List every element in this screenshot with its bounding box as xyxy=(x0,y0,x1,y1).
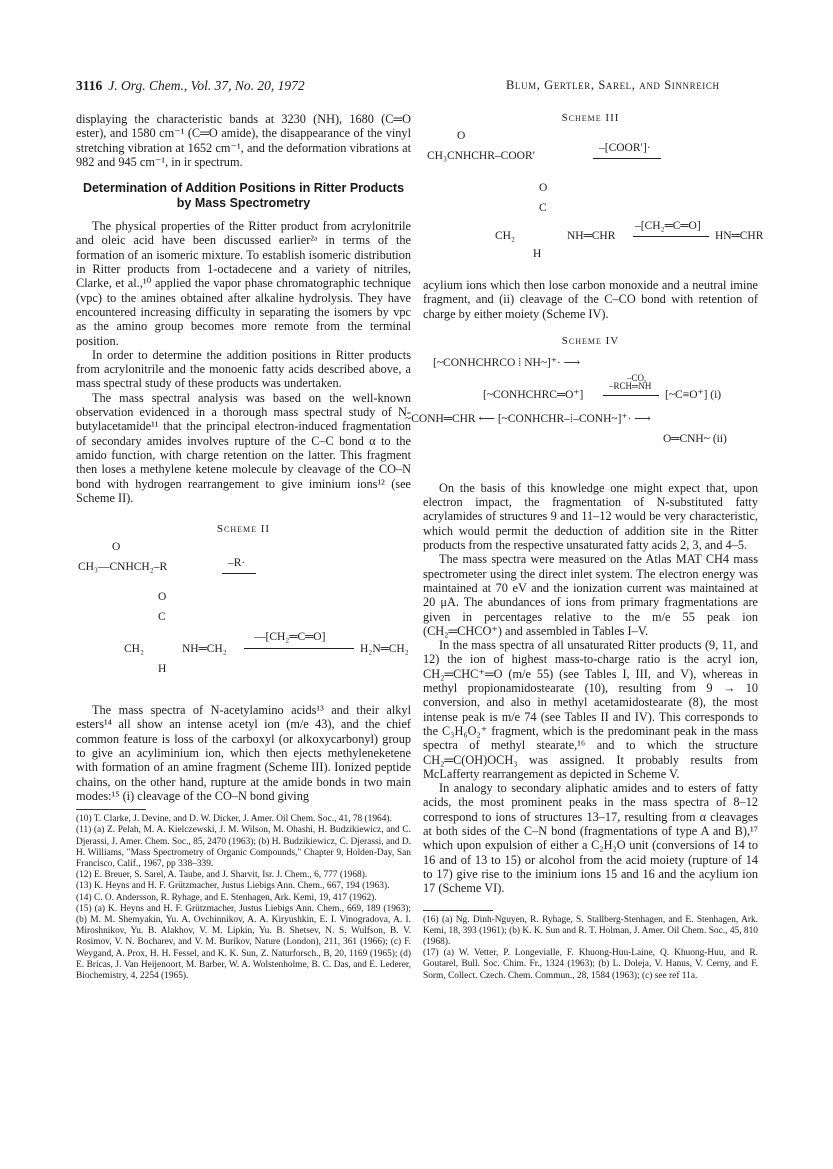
footnote-13: (13) K. Heyns and H. F. Grützmacher, Justus Liebigs Ann. Chem., 667, 194 (1963). xyxy=(76,881,390,892)
scheme3-product: HN═CHR xyxy=(715,230,764,242)
scheme-2 xyxy=(76,539,411,689)
scheme4-loss-co: –CO, xyxy=(627,372,647,383)
paragraph-3: The mass spectral analysis was based on the well-known observation evidenced in a thorough mass spectral study of N-butylacetamide¹¹ that the principal electron-induced fragmentation of secondary amides involves rupture of the C–C bond α to the amido function, with charge retention on the latter. This fragment then loses a methylene ketene molecule by cleavage of the CO–N bond with hydrogen rearrangement to give iminium ions¹² (see Scheme II). xyxy=(76,390,411,505)
footnote-11: (11) (a) Z. Pelah, M. A. Kielczewski, J. M. Wilson, M. Ohashi, H. Budzikiewicz, and C. Djerassi, J. Amer. Chem. Soc., 85, 2470 (1963); (b) H. Budzikiewicz, C. Djerassi, and D. H. Williams, "Mass Spectrometry of Organic Compounds," Chapter 9, Holden-Day, San Francisco, Calif., 1967, pp 338–339. xyxy=(76,825,411,870)
scheme2-loss-r: –R· xyxy=(228,557,246,570)
scheme-3-title: Scheme III xyxy=(561,112,620,124)
scheme4-product-i: [~C≡O⁺] (i) xyxy=(665,388,722,401)
scheme3-o-top: O xyxy=(457,130,466,142)
footnote-17: (17) (a) W. Vetter, P. Longevialle, F. Khuong-Huu-Laine, Q. Khuong-Huu, and R. Goutarel, Bull. Soc. Chim. Fr., 1324 (1963); (b) L. Doleja, V. Hanus, V. Cerny, and F. Sorm, Collect. Czech. Chem. Commun., 28, 1584 (1963); (c) see ref 11a. xyxy=(423,948,758,981)
paragraph-4: The mass spectra of N-acetylamino acids¹³ and their alkyl esters¹⁴ all show an intense acetyl ion (m/e 43), and the chief common feature is loss of the carboxyl (or alkoxycarbonyl) group to give an acyliminium ion, which then ejects methyleneketene with formation of an amine fragment (Scheme III). Ionized peptide chains, on the other hand, rupture at the amide bonds in two main modes:¹⁵ (i) cleavage of the CO–N bond giving xyxy=(76,703,411,803)
scheme2-arrow-1 xyxy=(222,573,256,574)
scheme2-h: H xyxy=(158,663,167,676)
right-column xyxy=(405,112,764,982)
paragraph-1: The physical properties of the Ritter product from acrylonitrile and oleic acid have been discussed earlier²ᵃ in terms of the formation of an isomeric mixture. To establish isomeric distribution in Ritter products from 1-octadecene and a variety of nitriles, Clarke, et al.,¹⁰ applied the vapor phase chromatographic technique (vpc) to the amines obtained after alkaline hydrolysis. They have encountered increasing difficulty in separating the isomers by vpc as the amino group becomes more remote from the terminal position. xyxy=(76,219,411,348)
scheme3-loss-ester: –[COOR′]· xyxy=(599,142,651,154)
paragraph-5: acylium ions which then lose carbon monoxide and a neutral imine fragment, and (ii) cleavage of the C–CO bond with retention of charge by either moiety (Scheme IV). xyxy=(423,278,758,321)
scheme-4-title: Scheme IV xyxy=(561,334,620,347)
scheme2-product: H₂N═CH₂ xyxy=(360,643,409,656)
scheme3-h: H xyxy=(533,248,542,260)
footnote-10: (10) T. Clarke, J. Devine, and D. W. Dicker, J. Amer. Oil Chem. Soc., 41, 78 (1964). xyxy=(76,814,392,825)
paragraph-6: On the basis of this knowledge one might expect that, upon electron impact, the fragmentation of N-substituted fatty acrylamides of structures 9 and 11–12 would be very characteristic, which would permit the deduction of addition site in the Ritter products from the respective unsaturated fatty acids 2, 3, and 4–5. xyxy=(423,480,758,553)
scheme2-loss-ketene: —[CH₂═C═O] xyxy=(254,631,326,644)
scheme4-acylium: [~CONHCHRC═O⁺] xyxy=(483,388,584,401)
section-title: Determination of Addition Positions in Ritter Products by Mass Spectrometry xyxy=(82,181,405,211)
scheme3-arrow-2 xyxy=(633,236,709,237)
header-authors: Blum, Gertler, Sarel, and Sinnreich xyxy=(506,78,720,92)
footnote-rule xyxy=(76,809,146,810)
scheme3-arrow-1 xyxy=(593,158,661,159)
scheme2-o-top: O xyxy=(112,541,121,554)
scheme4-arrow xyxy=(603,395,659,396)
scheme2-c: C xyxy=(158,611,166,624)
scheme3-iminium: NH═CHR xyxy=(567,230,616,242)
scheme4-loss-imine: –RCH═NH xyxy=(609,380,652,391)
scheme3-loss-ketene: –[CH₂═C═O] xyxy=(635,220,701,232)
scheme3-ch2: CH₂ xyxy=(495,230,515,242)
scheme2-iminium: NH═CH₂ xyxy=(182,643,227,656)
scheme3-c: C xyxy=(539,202,547,214)
scheme4-product-ii: O═CNH~ (ii) xyxy=(663,432,727,445)
page-number: 3116 xyxy=(76,78,103,93)
scheme4-line-1: [~CONHCHRCO ⁞ NH~]⁺· ⟶ xyxy=(433,356,581,369)
scheme-3 xyxy=(423,128,764,260)
scheme2-reactant: CH₃—CNHCH₂–R xyxy=(78,561,168,574)
scheme2-ch2: CH₂ xyxy=(124,643,144,656)
footnote-12: (12) E. Breuer, S. Sarel, A. Taube, and J. Sharvit, Isr. J. Chem., 6, 777 (1968). xyxy=(76,870,368,881)
footnote-rule-right xyxy=(423,910,493,911)
header-left xyxy=(76,78,305,94)
scheme3-reactant: CH₃CNHCHR–COOR′ xyxy=(427,150,536,162)
left-column xyxy=(76,112,411,982)
footnote-16: (16) (a) Ng. Dinh-Nguyen, R. Ryhage, S. Stallberg-Stenhagen, and E. Stenhagen, Ark. Kemi, 18, 393 (1961); (b) K. K. Sun and R. T. Holman, J. Amer. Oil Chem. Soc., 45, 810 (1968). xyxy=(423,914,758,947)
scheme-2-title: Scheme II xyxy=(216,523,271,536)
page-header xyxy=(0,78,833,100)
footnote-14: (14) C. O. Andersson, R. Ryhage, and E. Stenhagen, Ark. Kemi, 19, 417 (1962). xyxy=(76,892,377,903)
scheme3-o-2: O xyxy=(539,182,548,194)
scheme-4 xyxy=(405,351,758,451)
scheme4-line-2: ~CONH═CHR ⟵ [~CONHCHR–⁞–CONH~]⁺· ⟶ xyxy=(405,412,651,425)
footnote-15: (15) (a) K. Heyns and H. F. Grützmacher, Justus Liebigs Ann. Chem., 669, 189 (1963); (b) M. M. Shemyakin, Yu. A. Ovchinnikov, A. A. Kiryushkin, E. I. Vinogradova, A. I. Miroshnikov, Yu. B. Alakhov, V. M. Lipkin, Yu. B. Shetsev, N. S. Wulfson, B. V. Rosimov, V. N. Bocharev, and V. M. Burikov, Nature (London), 211, 361 (1966); (c) F. Weygand, A. Prox, H. H. Fessel, and K. K. Sun, Z. Naturforsch., B, 20, 1169 (1965); (d) E. Bricas, J. Van Heijenoort, M. Barber, W. A. Wolstenholme, B. C. Das, and E. Lederer, Biochemistry, 4, 2254 (1965). xyxy=(76,903,411,982)
paragraph-2: In order to determine the addition positions in Ritter products from acrylonitrile and the monoenic fatty acids described above, a mass spectral study of these products was undertaken. xyxy=(76,347,411,391)
scheme2-o-2: O xyxy=(158,591,167,604)
intro-paragraph: displaying the characteristic bands at 3230 (NH), 1680 (C═O ester), and 1580 cm⁻¹ (C═O amide), the disappearance of the vinyl stretching vibration at 1652 cm⁻¹, and the deformation vibrations at 982 and 945 cm⁻¹, in ir spectrum. xyxy=(76,112,411,169)
journal-citation: J. Org. Chem., Vol. 37, No. 20, 1972 xyxy=(108,78,305,93)
paragraph-8: In the mass spectra of all unsaturated Ritter products (9, 11, and 12) the ion of highest mass-to-charge ratio is the acryl ion, CH₂═CHC⁺═O (m/e 55) (see Tables I, III, and V), whereas in methyl propionamidostearate (10), resulting from 9 → 10 conversion, and also in methyl acetamidostearate (8), the most intense peak is m/e 74 (see Tables II and IV). This corresponds to the C₃H₆O₂⁺ fragment, which is the predominant peak in the mass spectra of methyl stearate,¹⁶ and to which the structure CH₂═C(OH)OCH₃ was assigned. It probably results from McLafferty rearrangement as depicted in Scheme V. xyxy=(423,638,758,781)
scheme2-arrow-2 xyxy=(244,648,354,649)
paragraph-9: In analogy to secondary aliphatic amides and to esters of fatty acids, the most prominent peaks in the mass spectra of 8–12 correspond to ions of structures 13–17, resulting from α cleavages at both sides of the C–N bond (fragmentations of type A and B),¹⁷ which upon expulsion of either a C₂H₂O unit (conversions of 14 to 16 and of 13 to 15) or alcohol from the acid moiety (rupture of 14 to 17) give rise to the iminium ions 15 and 16 and the acylium ion 17 (Scheme VI). xyxy=(423,781,758,896)
paragraph-7: The mass spectra were measured on the Atlas MAT CH4 mass spectrometer using the direct inlet system. The electron energy was maintained at 70 eV and the ionization current was maintained at 20 μA. The abundances of ions from primary fragmentations are given in percentages relative to the m/e 55 peak ion (CH₂═CHCO⁺) and assembled in Tables I–V. xyxy=(423,552,758,638)
